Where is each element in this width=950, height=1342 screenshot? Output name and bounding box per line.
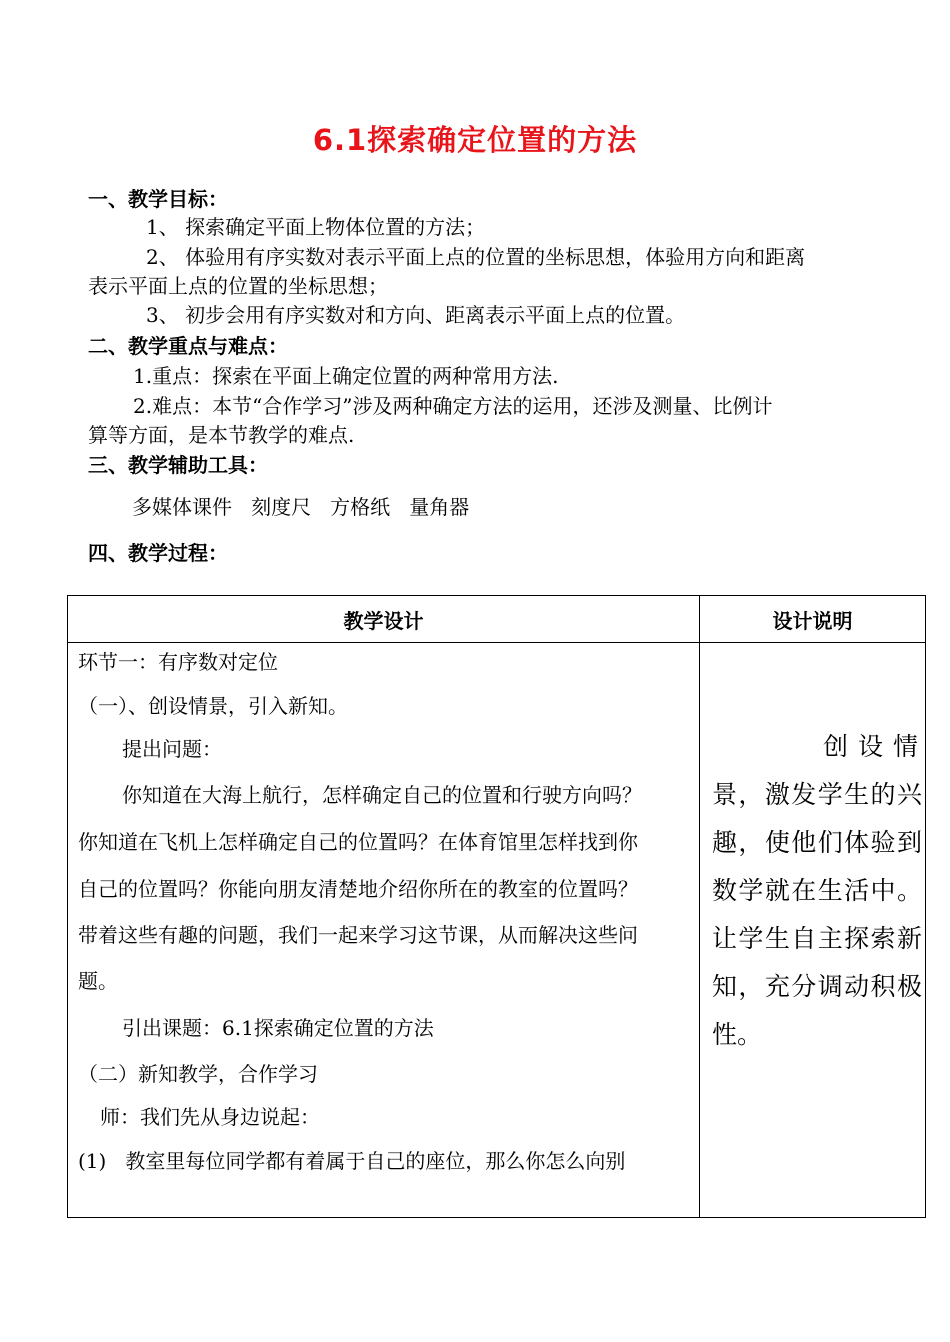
teaching-design-cell [68, 643, 700, 1218]
section-heading-tools: 三、教学辅助工具： [88, 453, 268, 477]
design-line: 师：我们先从身边说起： [100, 1105, 320, 1129]
design-line: 你知道在大海上航行，怎样确定自己的位置和行驶方向吗？ [122, 783, 642, 807]
design-line: 环节一：有序数对定位 [78, 650, 278, 674]
key-point-2-cont: 算等方面，是本节教学的难点. [88, 423, 355, 447]
objective-item-2-cont: 表示平面上点的位置的坐标思想； [88, 274, 388, 298]
key-point-2: 2.难点：本节“合作学习”涉及两种确定方法的运用，还涉及测量、比例计 [133, 394, 773, 418]
section-heading-key-points: 二、教学重点与难点： [88, 334, 288, 358]
design-notes-cell [700, 643, 926, 1218]
key-point-1: 1.重点：探索在平面上确定位置的两种常用方法. [133, 364, 559, 388]
section-heading-process: 四、教学过程： [88, 541, 228, 565]
design-line: 引出课题：6.1探索确定位置的方法 [122, 1016, 434, 1040]
design-line: 自己的位置吗？你能向朋友清楚地介绍你所在的教室的位置吗？ [78, 877, 638, 901]
design-line: （二）新知教学，合作学习 [78, 1062, 318, 1086]
section-heading-objectives: 一、教学目标： [88, 187, 228, 211]
tools-list: 多媒体课件 刻度尺 方格纸 量角器 [132, 495, 470, 519]
design-line: 带着这些有趣的问题，我们一起来学习这节课，从而解决这些问 [78, 923, 638, 947]
lesson-table [67, 595, 926, 1218]
table-header-row [68, 596, 926, 643]
design-line: 提出问题： [122, 737, 222, 761]
design-line: 题。 [78, 969, 118, 993]
objective-item-2: 2、 体验用有序实数对表示平面上点的位置的坐标思想，体验用方向和距离 [146, 245, 806, 269]
objective-item-3: 3、 初步会用有序实数对和方向、距离表示平面上点的位置。 [146, 303, 686, 327]
page-title: 6.1探索确定位置的方法 [312, 123, 638, 157]
design-note-text: 景，激发学生的兴趣，使他们体验到数学就在生活中。让学生自主探索新知，充分调动积极性。 [712, 780, 922, 1049]
design-note-first-line: 创设情 [822, 732, 928, 761]
design-line: (1) 教室里每位同学都有着属于自己的座位，那么你怎么向别 [78, 1149, 626, 1173]
design-line: （一）、创设情景，引入新知。 [78, 694, 348, 718]
header-teaching-design: 教学设计 [68, 596, 700, 643]
table-row [68, 643, 926, 1218]
objective-item-1: 1、 探索确定平面上物体位置的方法； [146, 215, 486, 239]
design-line: 你知道在飞机上怎样确定自己的位置吗？在体育馆里怎样找到你 [78, 830, 638, 854]
design-note [712, 723, 928, 1059]
header-design-notes: 设计说明 [700, 596, 926, 643]
